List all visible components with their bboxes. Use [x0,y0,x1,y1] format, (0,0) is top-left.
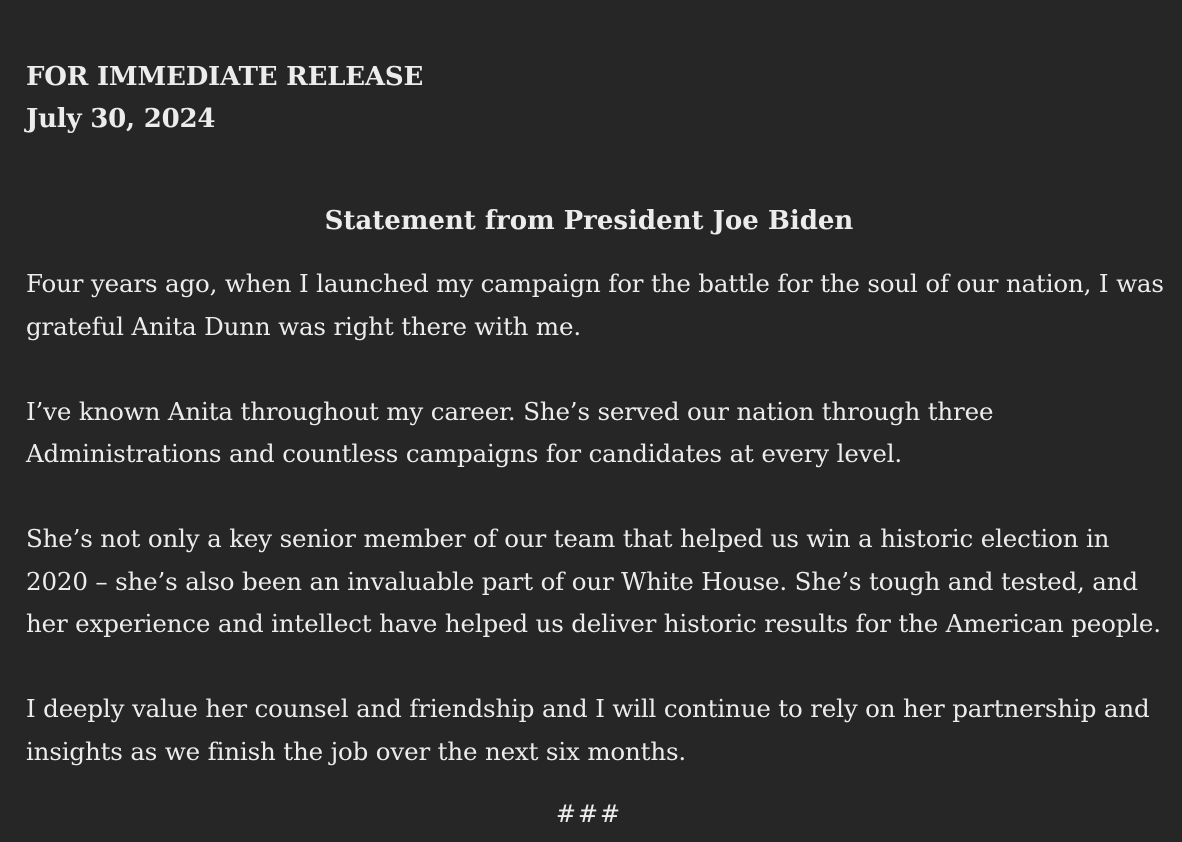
paragraph: Four years ago, when I launched my campaign for the battle for the soul of our nation, I was grateful Anita Dunn was right there with me. [26,269,1164,341]
release-label: FOR IMMEDIATE RELEASE [26,62,424,92]
paragraph: She’s not only a key senior member of our team that helped us win a historic election in 2020 – she’s also been an invaluable part of our White House. She’s tough and tested, and her experience and intellect have helped us deliver historic results for the American people. [26,524,1161,638]
release-date: July 30, 2024 [26,104,216,134]
end-mark: ### [555,800,623,828]
release-header [26,56,423,140]
statement-body [26,263,1166,773]
paragraph: I’ve known Anita throughout my career. She’s served our nation through three Administrations and countless campaigns for candidates at every level. [26,396,994,468]
paragraph: I deeply value her counsel and friendship and I will continue to rely on her partnership and insights as we finish the job over the next six months. [26,694,1150,766]
statement-title: Statement from President Joe Biden [324,206,854,236]
